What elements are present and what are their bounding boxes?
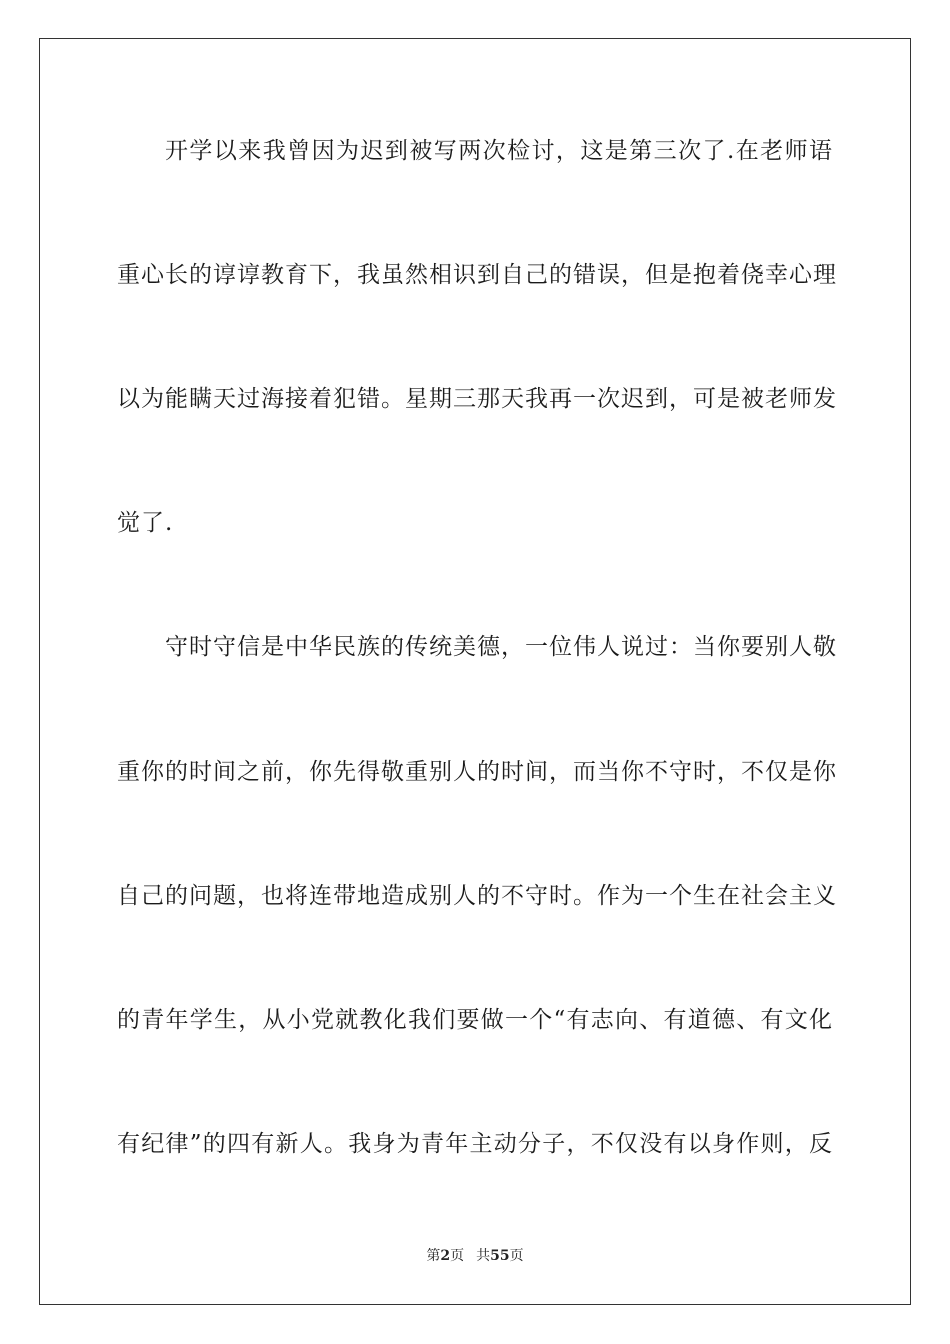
paragraph-line: 的青年学生，从小党就教化我们要做一个“有志向、有道德、有文化 xyxy=(117,1007,833,1033)
paragraph-line: 重你的时间之前，你先得敬重别人的时间，而当你不守时，不仅是你 xyxy=(117,759,837,785)
paragraph-line: 开学以来我曾因为迟到被写两次检讨，这是第三次了.在老师语 xyxy=(165,138,833,164)
paragraph-line: 觉了. xyxy=(117,510,174,536)
total-suffix: 页 xyxy=(509,1248,524,1264)
total-prefix: 共 xyxy=(476,1248,491,1264)
page-footer xyxy=(0,1244,950,1268)
page-prefix: 第 xyxy=(426,1248,441,1264)
page-border xyxy=(39,38,911,1305)
paragraph-line: 守时守信是中华民族的传统美德，一位伟人说过：当你要别人敬 xyxy=(165,634,837,660)
page-number: 2 xyxy=(440,1248,451,1264)
page-suffix: 页 xyxy=(450,1248,465,1264)
paragraph-line: 以为能瞒天过海接着犯错。星期三那天我再一次迟到，可是被老师发 xyxy=(117,386,837,412)
paragraph-line: 自己的问题，也将连带地造成别人的不守时。作为一个生在社会主义 xyxy=(117,883,837,909)
total-pages: 55 xyxy=(490,1248,510,1264)
paragraph-line: 重心长的谆谆教育下，我虽然相识到自己的错误，但是抱着侥幸心理 xyxy=(117,262,837,288)
paragraph-line: 有纪律”的四有新人。我身为青年主动分子，不仅没有以身作则，反 xyxy=(117,1131,833,1157)
